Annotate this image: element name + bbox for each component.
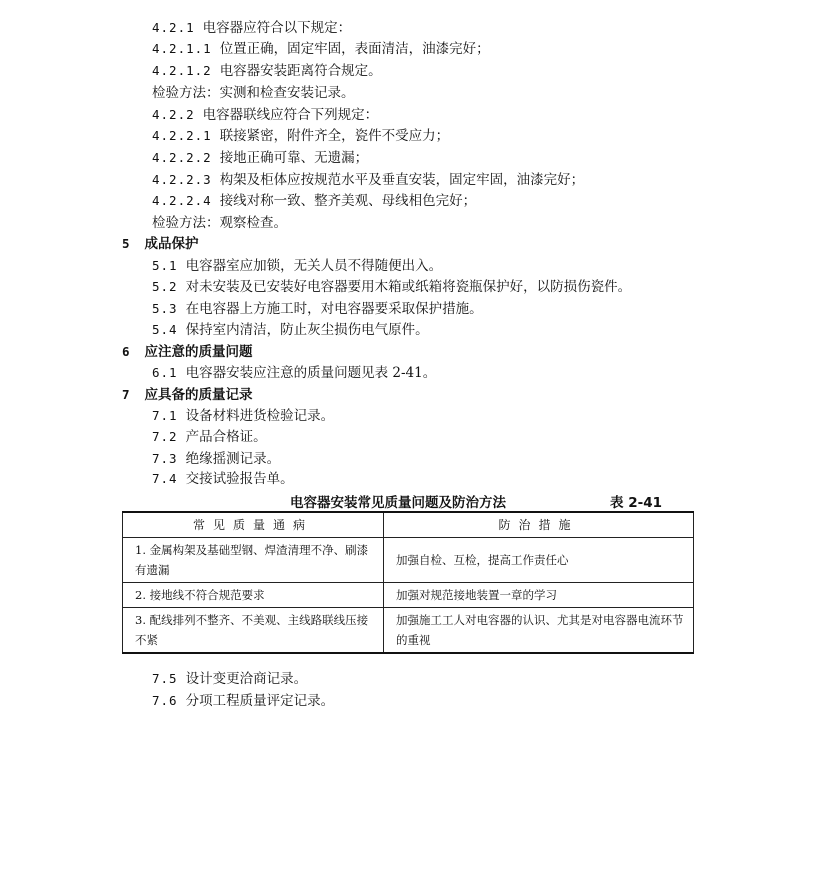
clause-text: 在电容器上方施工时，对电容器要采取保护措施。 bbox=[185, 301, 483, 317]
section-title: 成品保护 bbox=[144, 236, 199, 252]
section-title: 应具备的质量记录 bbox=[144, 387, 253, 403]
clause-text: 产品合格证。 bbox=[185, 429, 267, 445]
clause-number: 6.1 bbox=[152, 365, 178, 380]
section-heading-7 bbox=[122, 386, 253, 404]
clause-text: 电容器室应加锁，无关人员不得随便出入。 bbox=[185, 258, 443, 274]
header-prevention: 防治措施 bbox=[384, 512, 694, 538]
measure-cell: 加强自检、互检，提高工作责任心 bbox=[384, 538, 694, 583]
inspection-method-2 bbox=[152, 214, 287, 232]
clause-4-2-2-3 bbox=[152, 171, 584, 189]
clause-text: 电容器联线应符合下列规定： bbox=[202, 107, 379, 123]
clause-text: 接线对称一致、整齐美观、母线相色完好； bbox=[219, 193, 477, 209]
clause-7-2 bbox=[152, 428, 267, 446]
clause-text: 设计变更洽商记录。 bbox=[185, 671, 308, 687]
issue-cell: 3. 配线排列不整齐、不美观、主线路联线压接不紧 bbox=[123, 608, 384, 654]
clause-number: 7.6 bbox=[152, 693, 178, 708]
section-heading-5 bbox=[122, 235, 199, 253]
section-heading-6 bbox=[122, 343, 253, 361]
clause-text: 分项工程质量评定记录。 bbox=[185, 693, 335, 709]
clause-6-1 bbox=[152, 364, 436, 382]
measure-cell: 加强对规范接地装置一章的学习 bbox=[384, 583, 694, 608]
clause-number: 7.5 bbox=[152, 671, 178, 686]
section-number: 5 bbox=[122, 236, 131, 251]
clause-7-4 bbox=[152, 470, 294, 488]
clause-number: 4.2.2.1 bbox=[152, 128, 212, 143]
clause-number: 5.3 bbox=[152, 301, 178, 316]
clause-text: 对未安装及已安装好电容器要用木箱或纸箱将瓷瓶保护好，以防损伤瓷件。 bbox=[185, 279, 632, 295]
clause-number: 4.2.2.2 bbox=[152, 150, 212, 165]
section-number: 6 bbox=[122, 344, 131, 359]
issue-cell: 2. 接地线不符合规范要求 bbox=[123, 583, 384, 608]
clause-text: 位置正确，固定牢固，表面清洁，油漆完好； bbox=[219, 41, 490, 57]
clause-4-2-2-4 bbox=[152, 192, 476, 210]
section-number: 7 bbox=[122, 387, 131, 402]
clause-number: 5.1 bbox=[152, 258, 178, 273]
clause-number: 5.2 bbox=[152, 279, 178, 294]
clause-number: 4.2.1 bbox=[152, 20, 195, 35]
clause-text: 保持室内清洁，防止灰尘损伤电气原件。 bbox=[185, 322, 429, 338]
clause-number: 7.3 bbox=[152, 451, 178, 466]
clause-4-2-2-1 bbox=[152, 127, 449, 145]
clause-5-2 bbox=[152, 278, 631, 296]
clause-number: 4.2.2.3 bbox=[152, 172, 212, 187]
clause-5-1 bbox=[152, 257, 442, 275]
table-row bbox=[123, 538, 694, 583]
clause-text: 接地正确可靠、无遗漏； bbox=[219, 150, 369, 166]
section-title: 应注意的质量问题 bbox=[144, 344, 253, 360]
clause-5-3 bbox=[152, 300, 483, 318]
issue-cell: 1. 金属构架及基础型钢、焊渣清理不净、刷漆有遗漏 bbox=[123, 538, 384, 583]
clause-7-3 bbox=[152, 450, 280, 468]
inspection-method-1 bbox=[152, 84, 355, 102]
clause-number: 5.4 bbox=[152, 322, 178, 337]
clause-text: 交接试验报告单。 bbox=[185, 471, 294, 487]
clause-7-5 bbox=[152, 670, 307, 688]
table-number: 表 2-41 bbox=[610, 495, 662, 511]
table-row bbox=[123, 583, 694, 608]
clause-4-2-1-2 bbox=[152, 62, 382, 80]
clause-4-2-1-1 bbox=[152, 40, 490, 58]
clause-text: 构架及柜体应按规范水平及垂直安装，固定牢固，油漆完好； bbox=[219, 172, 585, 188]
clause-7-1 bbox=[152, 407, 334, 425]
clause-7-6 bbox=[152, 692, 334, 710]
header-common-issues: 常见质量通病 bbox=[123, 512, 384, 538]
clause-text: 电容器安装距离符合规定。 bbox=[219, 63, 382, 79]
clause-number: 4.2.2 bbox=[152, 107, 195, 122]
clause-text: 检验方法：观察检查。 bbox=[152, 215, 287, 231]
clause-number: 4.2.2.4 bbox=[152, 193, 212, 208]
clause-text: 电容器安装应注意的质量问题见表 2-41。 bbox=[185, 365, 437, 381]
clause-number: 7.2 bbox=[152, 429, 178, 444]
clause-5-4 bbox=[152, 321, 429, 339]
measure-cell: 加强施工工人对电容器的认识、尤其是对电容器电流环节的重视 bbox=[384, 608, 694, 654]
clause-4-2-2 bbox=[152, 106, 378, 124]
table-caption bbox=[122, 490, 694, 510]
clause-4-2-2-2 bbox=[152, 149, 368, 167]
clause-text: 绝缘摇测记录。 bbox=[185, 451, 281, 467]
clause-number: 4.2.1.1 bbox=[152, 41, 212, 56]
table-title: 电容器安装常见质量问题及防治方法 bbox=[290, 495, 506, 511]
clause-number: 4.2.1.2 bbox=[152, 63, 212, 78]
clause-text: 检验方法：实测和检查安装记录。 bbox=[152, 85, 355, 101]
clause-4-2-1 bbox=[152, 19, 351, 37]
clause-text: 联接紧密，附件齐全，瓷件不受应力； bbox=[219, 128, 450, 144]
clause-text: 电容器应符合以下规定： bbox=[202, 20, 352, 36]
clause-number: 7.4 bbox=[152, 471, 178, 486]
quality-issues-table bbox=[122, 511, 694, 654]
table-row bbox=[123, 608, 694, 654]
clause-text: 设备材料进货检验记录。 bbox=[185, 408, 335, 424]
table-header-row bbox=[123, 512, 694, 538]
clause-number: 7.1 bbox=[152, 408, 178, 423]
